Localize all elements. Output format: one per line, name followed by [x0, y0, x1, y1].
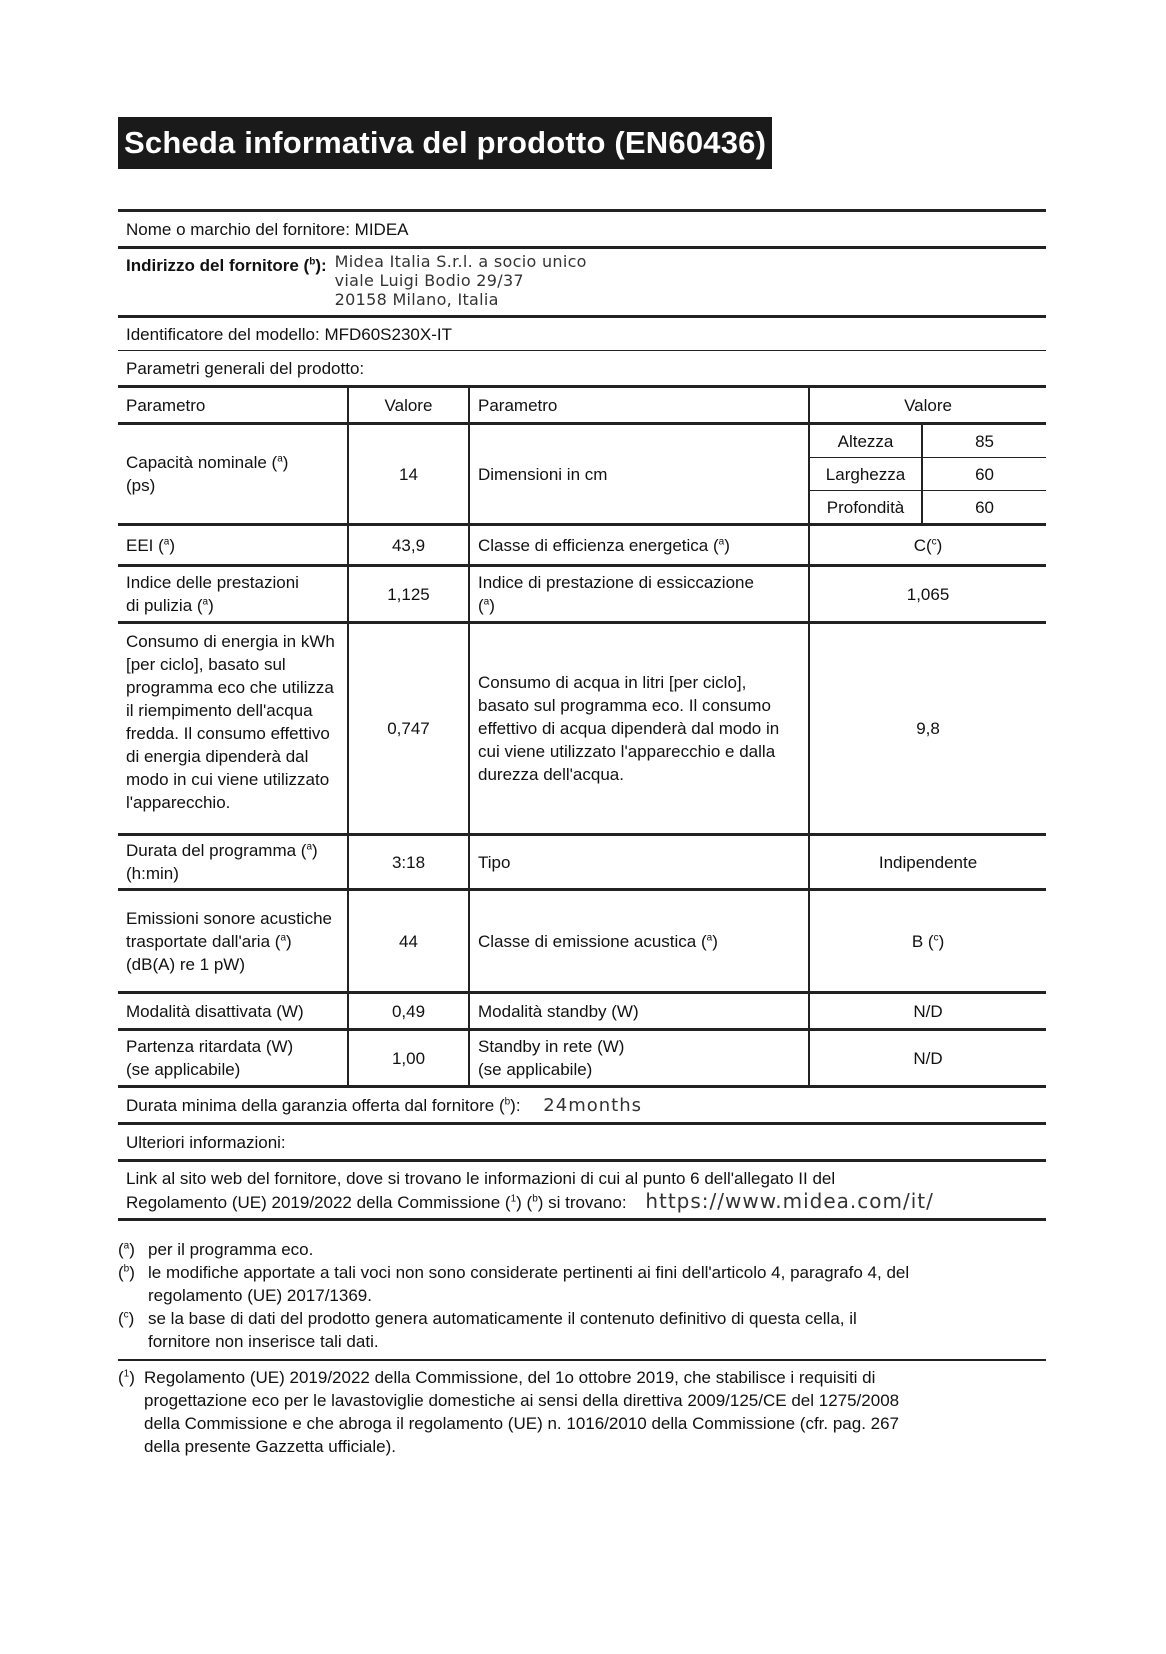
table-header-row — [118, 387, 1046, 424]
noise-class-label: Classe di emissione acustica ($^a$) — [469, 890, 809, 993]
eei-label: EEI ($^a$) — [118, 525, 348, 566]
general-params-row — [118, 351, 1046, 387]
general-params-heading: Parametri generali del prodotto: — [118, 351, 1046, 387]
note-item: ($^c$) se la base di dati del prodotto genera automaticamente il contenuto definitivo di questa cella, il fornitore non inserisce tali dati. — [118, 1309, 857, 1351]
delay-start-value: 1,00 — [348, 1030, 469, 1087]
supplier-address — [327, 252, 587, 309]
drying-label: Indice di prestazione di essiccazione ($^a$) — [469, 566, 809, 623]
network-standby-label: Standby in rete (W) (se applicabile) — [469, 1030, 809, 1087]
table-row — [118, 623, 1046, 835]
energy-class-value: C($^c$) — [809, 525, 1046, 566]
table-row — [118, 835, 1046, 890]
table-row — [118, 993, 1046, 1030]
network-standby-value: N/D — [809, 1030, 1046, 1087]
standby-label: Modalità standby (W) — [469, 993, 809, 1030]
address-line: 20158 Milano, Italia — [334, 290, 499, 309]
noise-class-value: B ($^c$) — [809, 890, 1046, 993]
energy-consumption-label: Consumo di energia in kWh [per ciclo], basato sul programma eco che utilizza il riempimento dell'acqua fredda. Il consumo effettivo di energia dipenderà dal modo in cui viene utilizzato l'apparecchio. — [118, 623, 348, 835]
capacity-label: Capacità nominale ($^a$) (ps) — [118, 424, 348, 525]
address-label: Indirizzo del fornitore ($^b$): — [126, 256, 327, 275]
footnote: ($^1$) Regolamento (UE) 2019/2022 della Commissione, del 1o ottobre 2019, che stabilisce i requisiti di progettazione eco per le lavastoviglie domestiche ai sensi della direttiva 2009/125/CE del 1275/2008 della Commissione e che abroga il regolamento (UE) n. 1016/2010 della Commissione (cfr. pag. 267 della presente Gazzetta ufficiale). — [118, 1368, 900, 1456]
eei-value: 43,9 — [348, 525, 469, 566]
product-info-table — [118, 209, 1046, 1221]
website-link-text: Link al sito web del fornitore, dove si trovano le informazioni di cui al punto 6 dell'allegato II del Regolamento (UE) 2019/2022 della Commissione ($^1$) ($^b$) si trovano: https://www.midea.com/it/ — [118, 1161, 1046, 1220]
delay-start-label: Partenza ritardata (W) (se applicabile) — [118, 1030, 348, 1087]
note-item: ($^a$) per il programma eco. — [118, 1240, 314, 1259]
noise-emissions-label: Emissioni sonore acustiche trasportate dall'aria ($^a$) (dB(A) re 1 pW) — [118, 890, 348, 993]
type-label: Tipo — [469, 835, 809, 890]
table-row — [118, 525, 1046, 566]
capacity-value: 14 — [348, 424, 469, 525]
table-row — [118, 1030, 1046, 1087]
height-value: 85 — [922, 424, 1046, 458]
table-row — [118, 424, 1046, 458]
column-header-value: Valore — [809, 387, 1046, 424]
website-link-row — [118, 1161, 1046, 1220]
energy-consumption-value: 0,747 — [348, 623, 469, 835]
dimensions-label: Dimensioni in cm — [469, 424, 809, 525]
off-mode-value: 0,49 — [348, 993, 469, 1030]
off-mode-label: Modalità disattivata (W) — [118, 993, 348, 1030]
type-value: Indipendente — [809, 835, 1046, 890]
model-id-row — [118, 317, 1046, 351]
program-duration-value: 3:18 — [348, 835, 469, 890]
water-consumption-label: Consumo di acqua in litri [per ciclo], basato sul programma eco. Il consumo effettivo di acqua dipenderà dal modo in cui viene utilizzato l'apparecchio e dalla durezza dell'acqua. — [469, 623, 809, 835]
standby-value: N/D — [809, 993, 1046, 1030]
height-label: Altezza — [809, 424, 922, 458]
energy-class-label: Classe di efficienza energetica ($^a$) — [469, 525, 809, 566]
column-header-param: Parametro — [469, 387, 809, 424]
width-value: 60 — [922, 458, 1046, 491]
further-info-heading: Ulteriori informazioni: — [118, 1124, 1046, 1161]
warranty: Durata minima della garanzia offerta dal fornitore ($^b$): 24months — [118, 1087, 1046, 1124]
column-header-value: Valore — [348, 387, 469, 424]
address-line: Midea Italia S.r.l. a socio unico — [334, 252, 587, 271]
model-identifier: Identificatore del modello: MFD60S230X-IT — [118, 317, 1046, 351]
note-item: ($^b$) le modifiche apportate a tali voci non sono considerate pertinenti ai fini dell'articolo 4, paragrafo 4, del regolamento (UE) 2017/1369. — [118, 1263, 910, 1305]
supplier-name-row — [118, 211, 1046, 248]
supplier-website-link[interactable]: https://www.midea.com/it/ — [645, 1188, 934, 1213]
warranty-value: 24months — [543, 1094, 642, 1116]
column-header-param: Parametro — [118, 387, 348, 424]
depth-label: Profondità — [809, 491, 922, 525]
divider — [118, 1359, 1046, 1361]
program-duration-label: Durata del programma ($^a$) (h:min) — [118, 835, 348, 890]
notes-section — [118, 1238, 1046, 1353]
supplier-name: Nome o marchio del fornitore: MIDEA — [118, 211, 1046, 248]
table-row — [118, 890, 1046, 993]
supplier-address-row — [118, 248, 1046, 317]
water-consumption-value: 9,8 — [809, 623, 1046, 835]
width-label: Larghezza — [809, 458, 922, 491]
cleaning-label: Indice delle prestazioni di pulizia ($^a$) — [118, 566, 348, 623]
table-row — [118, 566, 1046, 623]
warranty-row — [118, 1087, 1046, 1124]
depth-value: 60 — [922, 491, 1046, 525]
page-title: Scheda informativa del prodotto (EN60436) — [118, 117, 772, 169]
cleaning-value: 1,125 — [348, 566, 469, 623]
further-info-row — [118, 1124, 1046, 1161]
drying-value: 1,065 — [809, 566, 1046, 623]
noise-emissions-value: 44 — [348, 890, 469, 993]
address-line: viale Luigi Bodio 29/37 — [334, 271, 524, 290]
